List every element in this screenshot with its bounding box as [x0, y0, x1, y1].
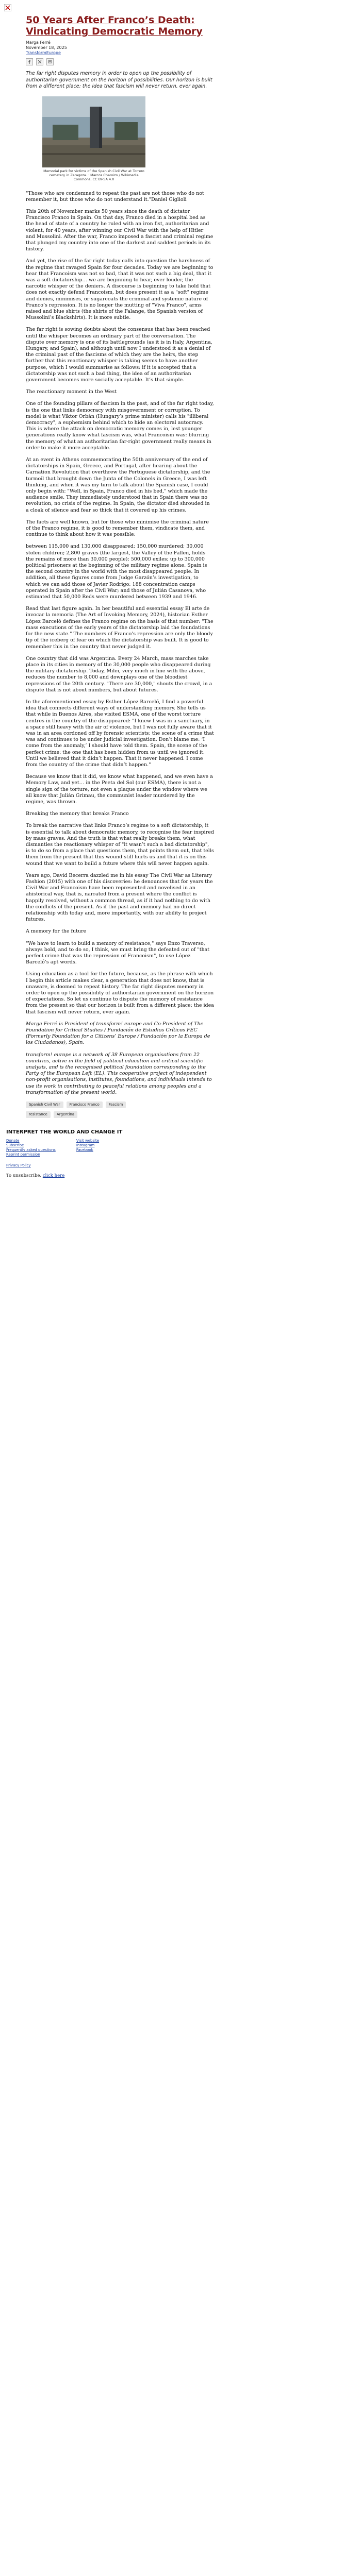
tag[interactable]: Francisco Franco [67, 1101, 103, 1108]
share-row [26, 58, 214, 65]
faq-link[interactable]: Frequently asked questions [6, 1148, 56, 1153]
footer-col-left [6, 1139, 56, 1157]
share-facebook-button[interactable] [26, 58, 33, 65]
privacy-policy-link[interactable]: Privacy Policy [6, 1163, 31, 1168]
unsubscribe-link[interactable]: click here [42, 1173, 65, 1179]
paragraph: Because we know that it did, we know what happened, and we even have a Memory Law, and yet… in the Peeta del Sol (our ESMA), there is not a single sign of the torture, not even a plaque under the window where we all know that Julián Grimau, the communist leader murdered by the regime, was thrown. [26, 774, 213, 805]
unsubscribe-line [6, 1173, 361, 1178]
paragraph: This 20th of November marks 50 years since the death of dictator Francisco Franco in Spain. On that day, Franco died in a hospital bed as the head of state of a country he ruled with an iron fist, authoritarian and violent, for 40 years, after winning our Civil War with the help of Hitler and Mussolini. After the war, Franco imposed a fascist and criminal regime that plunged my country into one of the darkest and saddest periods in its history. [26, 208, 214, 252]
footer-title: INTERPRET THE WORLD AND CHANGE IT [6, 1129, 123, 1136]
unsubscribe-text: To unsubscribe, [6, 1173, 42, 1179]
paragraph: Using education as a tool for the future, because, as the phrase with which I begin this article makes clear, a generation that does not know, that is unaware, is doomed to repeat history. The far right disputes memory in order to open up the possibility of authoritarian government on the horizon of expectations. So let us continue to dispute the memory of resistance from the present so that our horizon is built from a different place: the idea that fascism will never return, ever again. [26, 971, 214, 1015]
section-heading: The reactionary moment in the West [26, 389, 117, 395]
author: Marga Ferré [26, 40, 51, 45]
section-heading: Breaking the memory that breaks Franco [26, 811, 129, 817]
author-bio [26, 1021, 214, 1096]
twitter-icon [38, 60, 42, 64]
paragraph: "We have to learn to build a memory of resistance," says Enzo Traverso, always bold, and to do so, I think, we must bring the defeated out of "that perfect crime that was the repression of Francoism", to use López Barceló’s apt words. [26, 940, 210, 965]
paragraph: The facts are well known, but for those who minimise the criminal nature of the Franco regime, it is good to remember them, vindicate them, and continue to think about how it was possible: [26, 519, 209, 538]
tag[interactable]: Argentina [54, 1111, 77, 1118]
article [26, 0, 214, 1118]
tag[interactable]: resistance [26, 1111, 51, 1118]
hero-caption: Memorial park for victims of the Spanish Civil War at Torrero cemetery in Zaragoza. · Marcos Chamizo / Wikimedia Commons, CC BY-SA 4.0 [43, 168, 144, 181]
facebook-icon [27, 60, 31, 64]
article-title[interactable]: 50 Years After Franco’s Death: Vindicating Democratic Memory [26, 14, 203, 37]
hero-image [42, 96, 145, 167]
paragraph: Years ago, David Becerra dazzled me in his essay The Civil War as Literary Fashion (2015) with one of his discoveries: he denounces that for years the Civil War and Francoism have been represented and novelised in an ahistorical way, that is, narrated from a present where the conflict is happily resolved, without a common thread, as if it had nothing to do with the conflicts of the present. As if the past and memory had no direct relationship with today and, more importantly, with our ability to project futures. [26, 872, 213, 923]
footer-col-right [76, 1139, 99, 1157]
email-icon [48, 60, 52, 64]
tag[interactable]: Fascism [106, 1101, 126, 1108]
tag[interactable]: Spanish Civil War [26, 1101, 63, 1108]
bio-paragraph: Marga Ferré is President of transform! europe and Co-President of The Foundation for Critical Studies / Fundación de Estudios Críticos FEC (Formerly Foundation for a Citizens’ Europe / Fundación por la Europa de los Ciudadanos), Spain. [26, 1021, 210, 1046]
epigraph: "Those who are condemned to repeat the past are not those who do not remember it, but those who do not understand it."Daniel Giglioli [26, 190, 204, 202]
paragraph: between 115,000 and 130,000 disappeared; 150,000 murdered; 30,000 stolen children; 2,800 graves (the largest, the Valley of the Fallen, holds the remains of more than 30,000 people); 500,000 exiles; up to 300,000 political prisoners at the beginning of the military regime alone. Spain is the second country in the world with the most disappeared people. In addition, all these figures come from Judge Garzón’s investigation, to which we can add those of Javier Rodrigo: 188 concentration camps operated in Spain after the Civil War; and those of Julián Casanova, who estimated that 50,000 Reds were murdered between 1939 and 1946. [26, 544, 207, 600]
subscribe-link[interactable]: Subscribe [6, 1143, 24, 1148]
paragraph: The far right is sowing doubts about the consensus that has been reached until the whisper becomes an ordinary part of the conversation. The dispute over memory is one of its battlegrounds (as it is in Italy, Argentina, Hungary, and Spain), and although until now I understood it as a denial of the criminal past of the fascisms of which they are the heirs, the step further that this reactionary whisper is taking seems to have another purpose, which I would summarise as follows: if it is accepted that a dictatorship was not such a bad thing, the idea of an authoritarian government becomes more socially acceptable. It’s that simple. [26, 327, 212, 383]
footer [0, 1129, 361, 1178]
site-logo-icon[interactable] [4, 4, 11, 11]
instagram-link[interactable]: Instagram [76, 1143, 95, 1148]
share-email-button[interactable] [46, 58, 54, 65]
donate-link[interactable]: Donate [6, 1139, 20, 1143]
paragraph: At an event in Athens commemorating the 50th anniversary of the end of dictatorships in Spain, Greece, and Portugal, after hearing about the Carnation Revolution that overthrew the Portuguese dictatorship, and the turmoil that brought down the Junta of the Colonels in Greece, I was left thinking, and when it was my turn to talk about the Spanish case, I could only begin with: "Well, in Spain, Franco died in his bed," which made the audience smile. They immediately understood that in Spain there was no revolution, no crisis of the regime. In Spain, the dictator died shrouded in a cloak of silence and fear so thick that it covered up his crimes. [26, 457, 210, 513]
article-body [26, 191, 214, 1015]
section-heading: A memory for the future [26, 928, 87, 935]
paragraph: And yet, the rise of the far right today calls into question the harshness of the regime that ravaged Spain for four decades. Today we are beginning to hear that Francoism was not so bad, that it was not such a big deal, that it was a soft dictatorship… we are beginning to hear, ever louder, the narcotic whisper of the deniers. A discourse is beginning to take hold that does not exactly defend Francoism, but does present it as a "soft" regime and denies, minimises, or sugarcoats the criminal and systemic nature of Franco’s repression. It is no longer the mutting of "Viva Franco", arms raised and blue shirts (the shirts of the Falange, the Spanish version of Mussolini’s Blackshirts). It is more subtle. [26, 258, 214, 321]
bio-paragraph: transform! europe is a network of 38 European organisations from 22 countries, active in the field of political education and critical scientific analysis, and is the recognised political foundation corresponding to the Party of the European Left (EL). This cooperative project of independent non-profit organisations, institutes, foundations, and individuals intends to use its work in contributing to peaceful relations among peoples and a transformation of the present world. [26, 1052, 212, 1095]
facebook-link[interactable]: Facebook [76, 1148, 93, 1153]
paragraph: To break the narrative that links Franco’s regime to a soft dictatorship, it is essential to talk about democratic memory, to recognise the fear inspired by mass graves. And the truth is that what really breaks them, what dismantles the reactionary whisper of "it wasn’t such a bad dictatorship", is to do so from a place that questions them, that points them out, that tells them from the present that this wound still hurts us and that it is on this wound that we want to build a future where this will never happen again. [26, 823, 214, 867]
paragraph: One of the founding pillars of fascism in the past, and of the far right today, is the one that links democracy with misgovernment or corruption. To model is what Viktor Orbán (Hungary’s prime minister) calls his "illiberal democracy", a euphemism behind which to hide an electoral autocracy. This is where the attack on democratic memory comes in, lest younger generations really know what fascism was, what Francoism was: blurring the memory of what an authoritarian far-right government really means in order to make it more acceptable. [26, 401, 214, 451]
standfirst: The far right disputes memory in order to open up the possibility of authoritarian government on the horizon of possibilities. Our horizon is built from a different place: the idea that fascism will never return, ever again. [26, 71, 212, 89]
paragraph: In the aforementioned essay by Esther López Barceló, I find a powerful idea that connects different ways of understanding memory. She tells us that while in Buenos Aires, she visited ESMA, one of the worst torture centres in the country of the disappeared: "I knew I was in a sanctuary, in a space still heavy with the air of violence, but I was not fully aware that it was in an area cordoned off by forensic scientists: the scene of a crime that was and continues to be under judicial investigation. Don’t blame me: ‘I come from the anomaly,’ I should have told them. Spain, the scene of the perfect crime: the one that has been hidden from us until we ignored it. Until we believed that it didn’t happen. That it never happened. I come from the country of the crime that didn’t happen." [26, 699, 214, 768]
share-twitter-button[interactable] [36, 58, 43, 65]
hero-figure [42, 96, 145, 181]
visit-website-link[interactable]: Visit website [76, 1139, 100, 1143]
paragraph: One country that did was Argentina. Every 24 March, mass marches take place in its cities in memory of the 30,000 people who disappeared during the military dictatorship. Today, Milei, very much in line with the above, reduces the number to 8,000 and downplays one of the bloodiest repressions of the 20th century. "There are 30,000," shouts the crowd, in a dispute that is not about numbers, but about futures. [26, 655, 212, 693]
article-meta [26, 40, 214, 56]
reprint-permission-link[interactable]: Reprint permission [6, 1153, 40, 1157]
source-link[interactable]: TransformEurope [26, 50, 61, 55]
footer-links [6, 1139, 140, 1157]
tag-list [26, 1101, 139, 1118]
publish-date: November 18, 2025 [26, 45, 67, 50]
page [0, 0, 361, 1178]
paragraph: Read that last figure again. In her beautiful and essential essay El arte de invocar la memoria (The Art of Invoking Memory, 2024), historian Esther López Barceló defines the Franco regime on the basis of that number: "The mass executions of the early years of the dictatorship laid the foundations for the new state." The numbers of Franco’s repression are only the bloody tip of the iceberg of fear on which the dictatorship was built. It is good to remember this in the country that never judged it. [26, 606, 214, 650]
